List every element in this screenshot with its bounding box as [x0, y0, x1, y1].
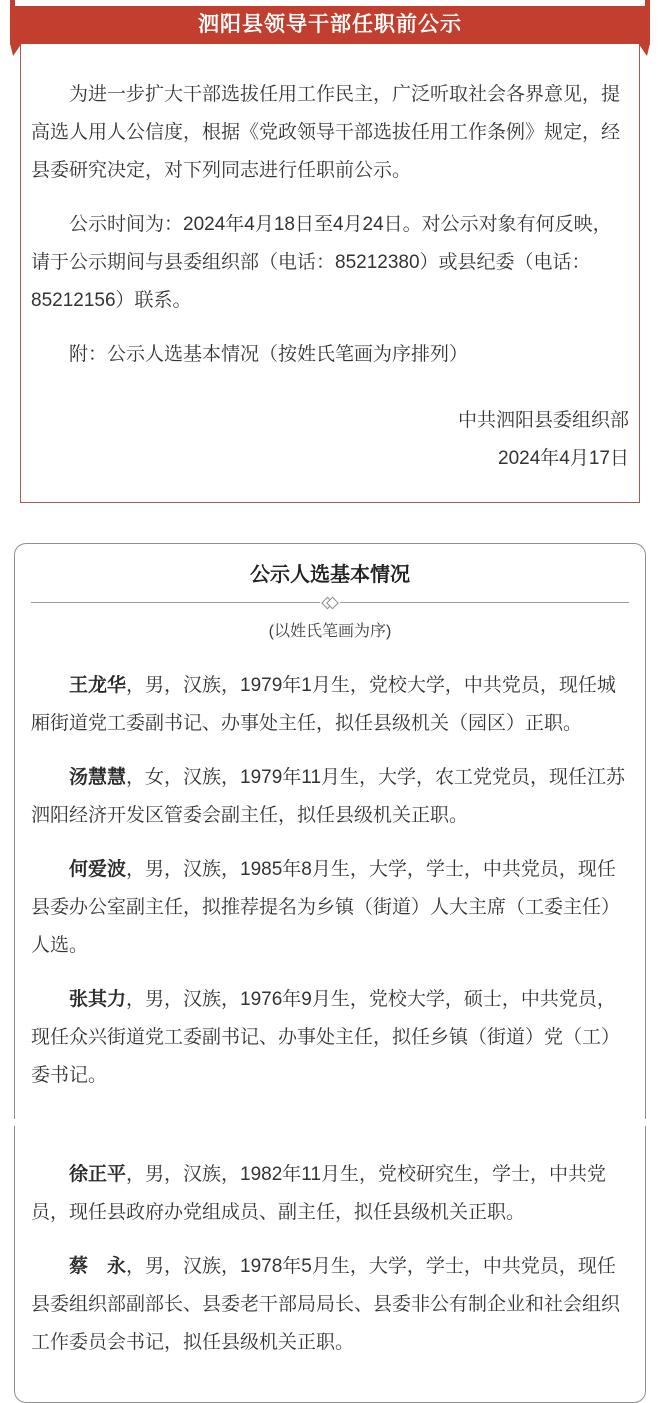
page-title: 泗阳县领导干部任职前公示 — [198, 13, 462, 36]
person-entry — [31, 1156, 629, 1232]
person-info: ，男，汉族，1979年1月生，党校大学，中共党员，现任城厢街道党工委副书记、办事处主任，拟任县级机关（园区）正职。 — [31, 675, 616, 734]
header-ribbon — [10, 0, 650, 46]
person-info: ，男，汉族，1978年5月生，大学，学士，中共党员，现任县委组织部副部长、县委老干部局局长、县委非公有制企业和社会组织工作委员会书记，拟任县级机关正职。 — [31, 1256, 621, 1353]
notice-paragraph: 公示时间为：2024年4月18日至4月24日。对公示对象有何反映，请于公示期间与县委组织部（电话：85212380）或县纪委（电话：85212156）联系。 — [31, 214, 612, 311]
divider-ornament — [320, 598, 340, 607]
person-name: 徐正平 — [69, 1164, 127, 1185]
notice-box — [20, 43, 640, 503]
candidates-title: 公示人选基本情况 — [250, 564, 410, 586]
signature-block — [31, 402, 629, 478]
person-entry — [31, 759, 629, 835]
person-entry — [31, 981, 629, 1095]
person-info: ，女，汉族，1979年11月生，大学，农工党党员，现任江苏泗阳经济开发区管委会副主任，拟任县级机关正职。 — [31, 767, 626, 826]
person-info: ，男，汉族，1985年8月生，大学，学士，中共党员，现任县委办公室副主任，拟推荐提名为乡镇（街道）人大主席（工委主任）人选。 — [31, 859, 621, 956]
person-entry — [31, 851, 629, 965]
candidates-box-upper — [14, 543, 646, 1119]
notice-paragraph: 为进一步扩大干部选拔任用工作民主，广泛听取社会各界意见，提高选人用人公信度，根据《党政领导干部选拔任用工作条例》规定，经县委研究决定，对下列同志进行任职前公示。 — [31, 84, 621, 181]
person-name: 张其力 — [69, 989, 127, 1010]
title-divider — [31, 602, 629, 603]
person-info: ，男，汉族，1982年11月生，党校研究生，学士，中共党员，现任县政府办党组成员、副主任，拟任县级机关正职。 — [31, 1164, 607, 1223]
person-name: 何爱波 — [69, 859, 127, 880]
person-info: ，男，汉族，1976年9月生，党校大学，硕士，中共党员，现任众兴街道党工委副书记、办事处主任，拟任乡镇（街道）党（工）委书记。 — [31, 989, 621, 1086]
person-name: 汤慧慧 — [69, 767, 127, 788]
person-name: 王龙华 — [69, 675, 127, 696]
candidates-subtitle: (以姓氏笔画为序) — [268, 623, 392, 640]
signature-org: 中共泗阳县委组织部 — [457, 410, 629, 431]
person-name: 蔡 永 — [69, 1256, 127, 1277]
signature-date: 2024年4月17日 — [498, 448, 629, 469]
candidates-box-lower — [14, 1126, 646, 1403]
person-entry — [31, 667, 629, 743]
notice-attachment-line: 附：公示人选基本情况（按姓氏笔画为序排列） — [69, 344, 469, 365]
person-entry — [31, 1248, 629, 1362]
